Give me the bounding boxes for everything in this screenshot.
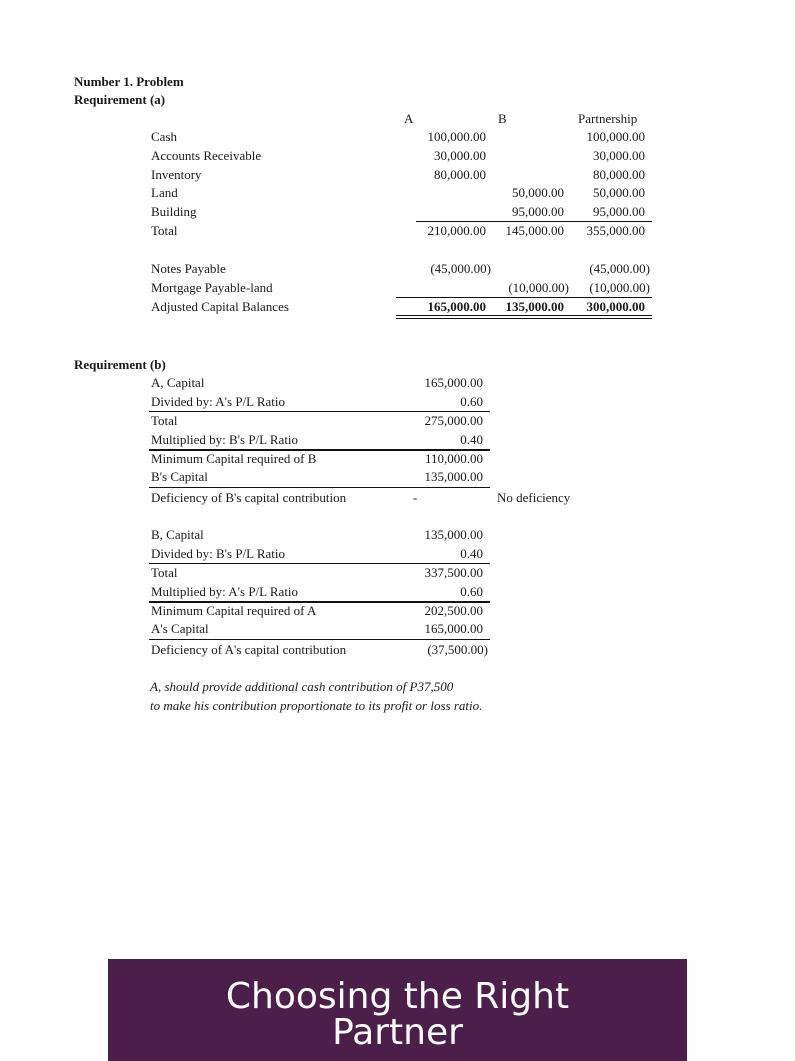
calc-label: Minimum Capital required of A [151, 603, 317, 618]
calc-value: 135,000.00 [424, 527, 483, 542]
cell-a: 30,000.00 [434, 148, 486, 163]
cell-partnership: 95,000.00 [593, 204, 645, 219]
cell-partnership: 50,000.00 [593, 185, 645, 200]
calc-label: A, Capital [151, 375, 205, 390]
cell-b: 95,000.00 [512, 204, 564, 219]
cell-b: 135,000.00 [505, 299, 564, 314]
conclusion-line-2: to make his contribution proportionate to its profit or loss ratio. [150, 698, 483, 713]
double-underline [396, 315, 652, 319]
cell-partnership: (45,000.00) [589, 261, 650, 276]
cell-b: 145,000.00 [505, 223, 564, 238]
column-header-b: B [498, 111, 507, 126]
cell-partnership: 100,000.00 [586, 129, 645, 144]
rule [149, 487, 490, 488]
calc-label: Multiplied by: A's P/L Ratio [151, 584, 299, 599]
calc-value: 0.40 [460, 432, 483, 447]
requirement-b-heading: Requirement (b) [74, 357, 166, 372]
rule [149, 411, 490, 412]
problem-title: Number 1. Problem [74, 74, 184, 89]
calc-value: 165,000.00 [424, 621, 483, 636]
row-label: Accounts Receivable [151, 148, 262, 163]
calc-value: 0.40 [460, 546, 483, 561]
rule [149, 639, 490, 640]
cell-a: 210,000.00 [427, 223, 486, 238]
row-label: Land [151, 185, 178, 200]
row-label: Adjusted Capital Balances [151, 299, 289, 314]
cell-partnership: 355,000.00 [586, 223, 645, 238]
calc-label: Multiplied by: B's P/L Ratio [151, 432, 299, 447]
row-label: Total [151, 223, 178, 238]
calc-value: 275,000.00 [424, 413, 483, 428]
calc-label: A's Capital [151, 621, 209, 636]
no-deficiency-note: No deficiency [497, 490, 571, 505]
calc-label: Deficiency of B's capital contribution [151, 490, 347, 505]
calc-value: 135,000.00 [424, 469, 483, 484]
calc-value: 0.60 [460, 584, 483, 599]
cell-b: (10,000.00) [508, 280, 569, 295]
calc-value: 337,500.00 [424, 565, 483, 580]
calc-value: 110,000.00 [424, 451, 483, 466]
calc-value: - [413, 490, 418, 505]
calc-value: 202,500.00 [424, 603, 483, 618]
calc-label: Total [151, 413, 178, 428]
cell-b: 50,000.00 [512, 185, 564, 200]
calc-value: 0.60 [460, 394, 483, 409]
calc-label: Deficiency of A's capital contribution [151, 642, 347, 657]
calc-label: Divided by: A's P/L Ratio [151, 394, 286, 409]
rule [149, 563, 490, 564]
cell-a: 165,000.00 [427, 299, 486, 314]
conclusion-line-1: A, should provide additional cash contribution of P37,500 [150, 679, 454, 694]
row-label: Cash [151, 129, 177, 144]
calc-value: 165,000.00 [424, 375, 483, 390]
total-rule [416, 221, 652, 222]
cell-a: 100,000.00 [427, 129, 486, 144]
adjusted-rule [396, 297, 652, 298]
cell-partnership: (10,000.00) [589, 280, 650, 295]
row-label: Notes Payable [151, 261, 226, 276]
banner-title: Choosing the Right Partner [225, 976, 570, 1053]
calc-value: (37,500.00) [427, 642, 488, 657]
requirement-a-heading: Requirement (a) [74, 92, 166, 107]
cell-partnership: 80,000.00 [593, 167, 645, 182]
calc-label: Total [151, 565, 178, 580]
calc-label: B's Capital [151, 469, 208, 484]
cell-partnership: 300,000.00 [586, 299, 645, 314]
calc-label: Minimum Capital required of B [151, 451, 317, 466]
row-label: Mortgage Payable-land [151, 280, 273, 295]
row-label: Inventory [151, 167, 202, 182]
row-label: Building [151, 204, 197, 219]
cell-partnership: 30,000.00 [593, 148, 645, 163]
cell-a: 80,000.00 [434, 167, 486, 182]
title-banner [108, 959, 687, 1061]
calc-label: Divided by: B's P/L Ratio [151, 546, 286, 561]
column-header-partnership: Partnership [578, 111, 638, 126]
column-header-a: A [404, 111, 414, 126]
calc-label: B, Capital [151, 527, 204, 542]
cell-a: (45,000.00) [430, 261, 491, 276]
